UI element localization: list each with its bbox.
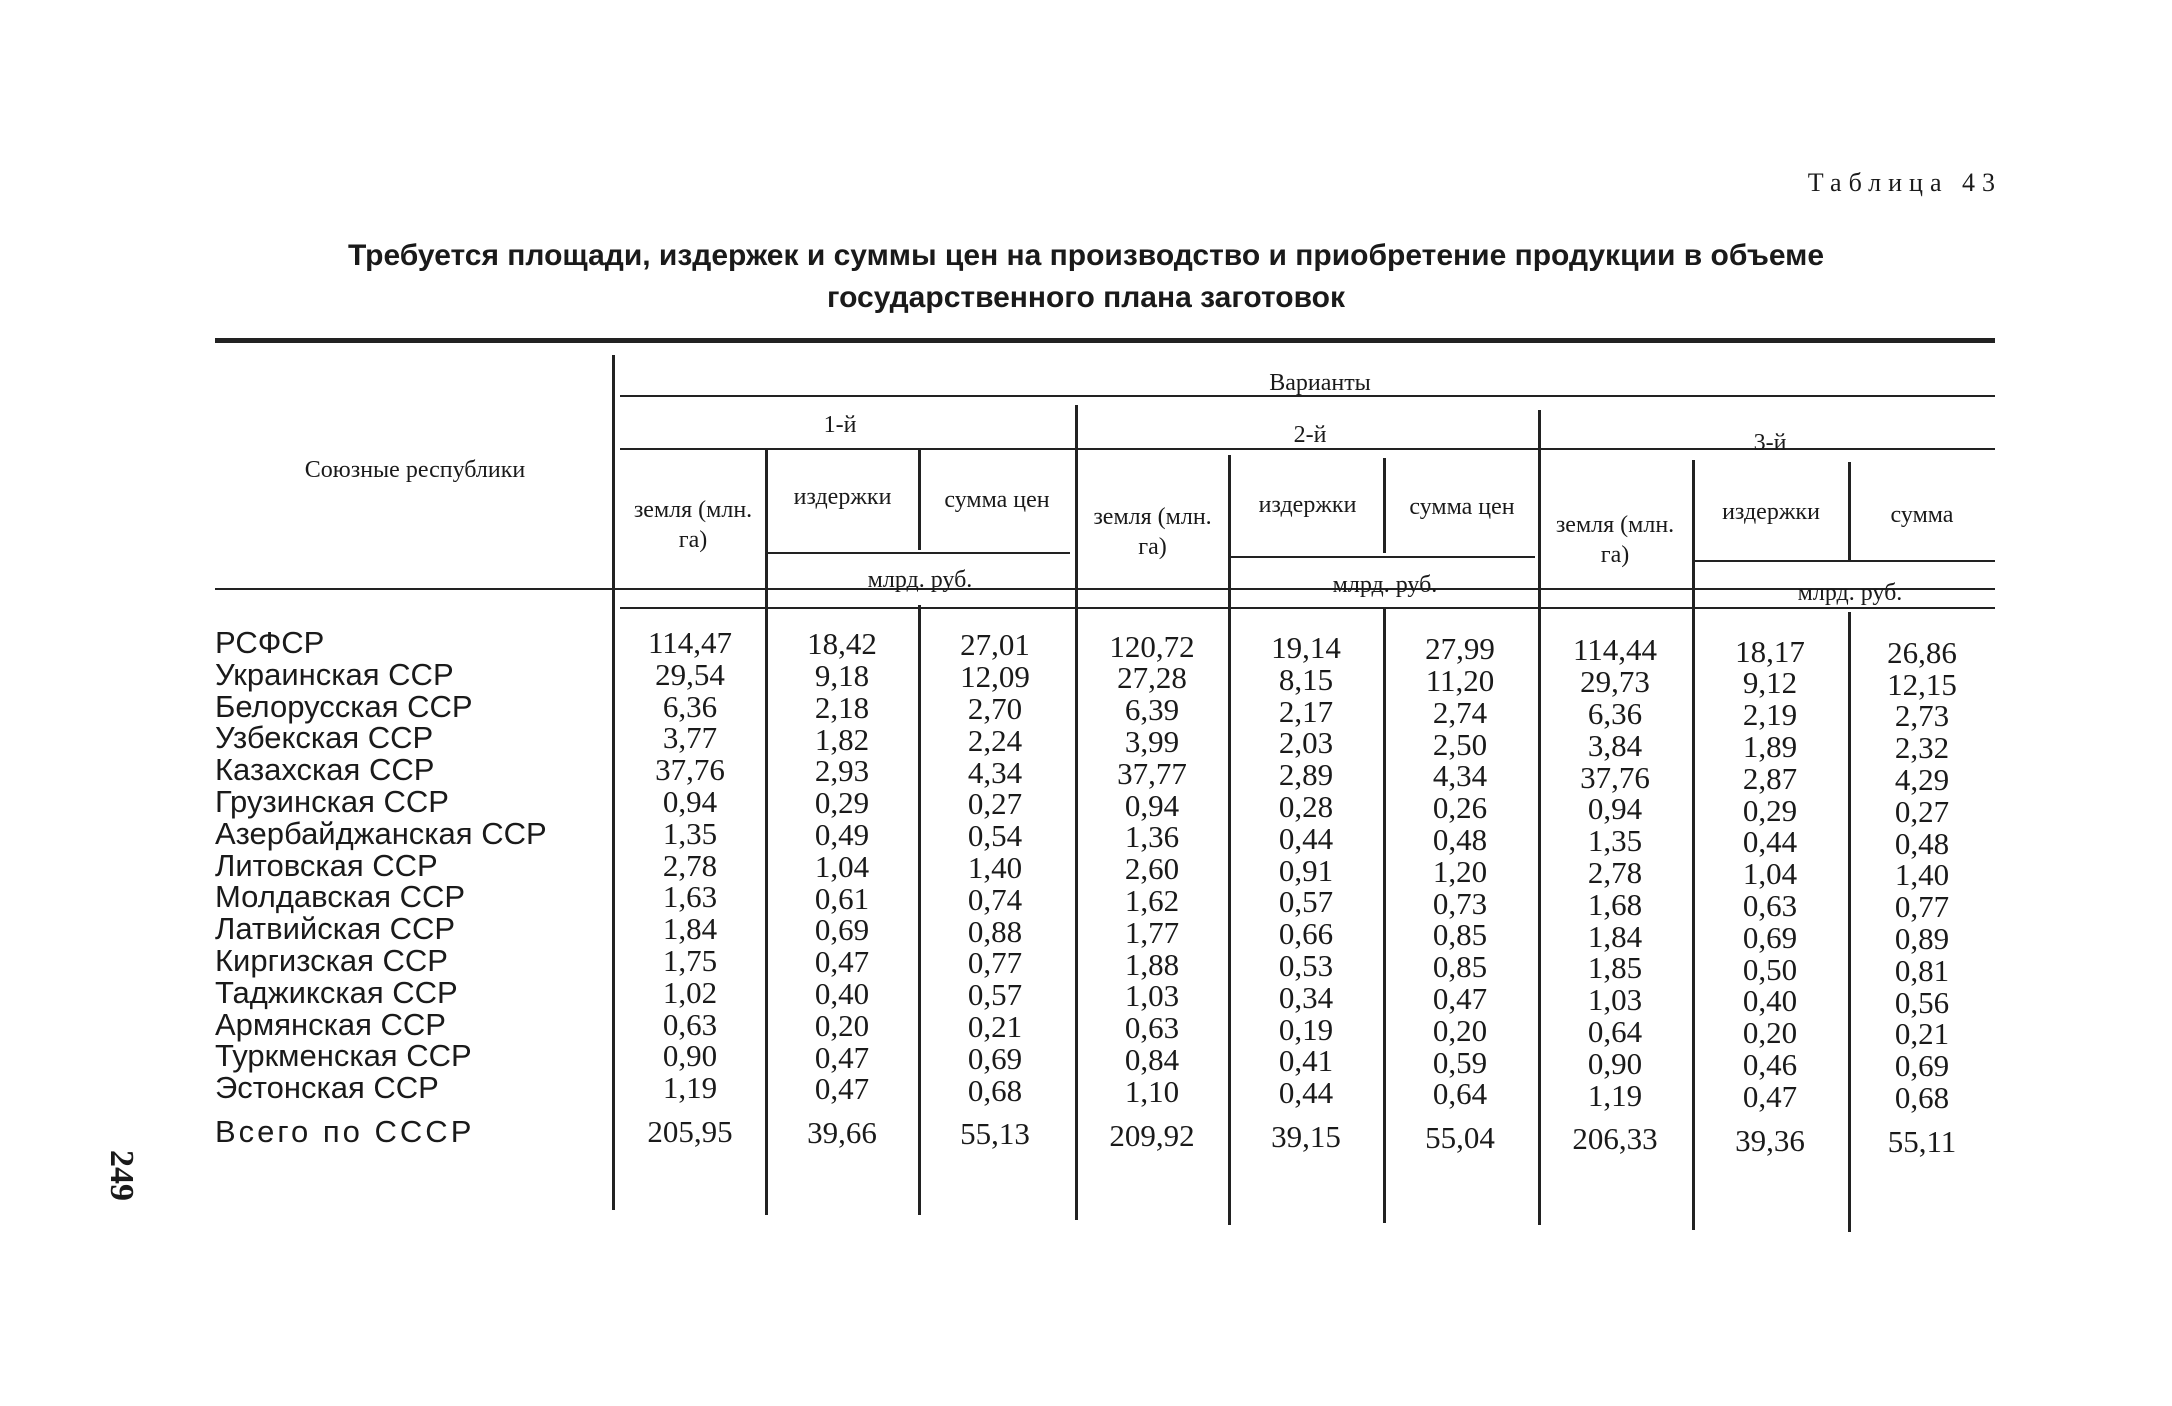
table-cell: 1,77 xyxy=(1124,914,1180,950)
table-cell: 1,88 xyxy=(1124,946,1180,982)
table-cell: 6,36 xyxy=(1587,696,1643,731)
table-cell: 0,47 xyxy=(814,1071,870,1107)
col-divider-6 xyxy=(1383,458,1386,553)
table-cell: 0,69 xyxy=(814,912,870,948)
table-cell: 0,20 xyxy=(1742,1015,1798,1051)
table-cell: 0,19 xyxy=(1278,1011,1334,1047)
header-land-1: земля (млн. га) xyxy=(633,497,753,553)
header-variants: Варианты xyxy=(1269,370,1371,396)
table-cell: 0,47 xyxy=(814,944,870,980)
table-cell: 1,40 xyxy=(1894,857,1950,893)
table-cell: 2,18 xyxy=(814,689,870,725)
republic-name: Таджикская ССР xyxy=(215,974,458,1010)
total-cell: 39,66 xyxy=(807,1115,877,1151)
table-label: Таблица 43 xyxy=(1807,168,2002,197)
table-cell: 0,20 xyxy=(814,1007,870,1043)
table-cell: 0,44 xyxy=(1278,820,1334,856)
header-variant-2: 2-й xyxy=(1293,422,1327,448)
table-cell: 1,04 xyxy=(1742,856,1798,892)
header-costs-3: издержки xyxy=(1722,499,1820,525)
table-cell: 0,88 xyxy=(967,913,1023,949)
header-costs-1: издержки xyxy=(793,484,892,510)
table-cell: 120,72 xyxy=(1109,628,1195,664)
header-land-2: земля (млн. га) xyxy=(1093,504,1212,560)
table-cell: 0,49 xyxy=(814,817,870,853)
table-cell: 19,14 xyxy=(1271,629,1341,665)
table-cell: 0,69 xyxy=(1742,919,1798,955)
table-cell: 18,17 xyxy=(1735,633,1805,669)
table-cell: 0,63 xyxy=(662,1006,718,1042)
table-cell: 0,77 xyxy=(1894,889,1950,925)
table-cell: 0,64 xyxy=(1432,1076,1488,1112)
table-cell: 1,82 xyxy=(814,721,870,757)
table-cell: 2,70 xyxy=(967,691,1023,727)
title-line-1: Требуется площади, издержек и суммы цен на производство и приобретение продукции в объеме xyxy=(347,239,1825,272)
table-cell: 37,76 xyxy=(1580,759,1650,795)
table-cell: 2,60 xyxy=(1124,851,1180,887)
table-cell: 0,21 xyxy=(1894,1016,1950,1052)
table-top-rule xyxy=(215,338,1995,343)
table-cell: 0,94 xyxy=(662,784,718,819)
table-cell: 0,91 xyxy=(1278,852,1334,888)
table-cell: 1,85 xyxy=(1587,950,1643,986)
table-cell: 9,18 xyxy=(814,658,870,694)
table-cell: 2,87 xyxy=(1742,760,1798,796)
table-cell: 37,77 xyxy=(1117,755,1187,791)
table-cell: 1,03 xyxy=(1587,982,1643,1018)
republic-name: РСФСР xyxy=(215,625,325,660)
table-cell: 2,24 xyxy=(967,722,1023,758)
table-cell: 0,48 xyxy=(1432,821,1488,857)
table-cell: 1,36 xyxy=(1124,819,1180,855)
header-variant-1: 1-й xyxy=(823,412,857,438)
table-cell: 0,73 xyxy=(1432,885,1488,921)
total-cell: 39,15 xyxy=(1271,1118,1341,1154)
table-cell: 0,40 xyxy=(814,976,870,1012)
table-cell: 0,27 xyxy=(1894,793,1950,829)
total-label: Всего по СССР xyxy=(215,1114,475,1149)
table-cell: 0,47 xyxy=(1742,1078,1798,1114)
table-cell: 12,09 xyxy=(960,659,1030,695)
total-cell: 209,92 xyxy=(1109,1117,1195,1153)
table-cell: 2,32 xyxy=(1894,730,1950,766)
header-unit-1: млрд. руб. xyxy=(867,567,973,593)
table-cell: 0,27 xyxy=(967,786,1023,822)
table-cell: 2,78 xyxy=(1587,855,1643,890)
table-cell: 2,78 xyxy=(662,847,718,883)
republic-name: Киргизская ССР xyxy=(215,943,448,978)
header-sum-3: сумма xyxy=(1890,502,1954,528)
table-cell: 0,84 xyxy=(1124,1042,1180,1078)
table-cell: 1,75 xyxy=(662,943,718,978)
table-cell: 2,03 xyxy=(1278,725,1334,761)
table-cell: 0,59 xyxy=(1432,1044,1488,1080)
table-cell: 8,15 xyxy=(1278,661,1334,697)
header-sum-1: сумма цен xyxy=(944,487,1050,513)
table-cell: 0,48 xyxy=(1894,825,1950,861)
table-cell: 2,74 xyxy=(1432,694,1488,730)
table-cell: 26,86 xyxy=(1887,634,1957,670)
header-republics: Союзные республики xyxy=(304,457,526,483)
republic-name: Грузинская ССР xyxy=(215,784,449,819)
table-cell: 0,69 xyxy=(1894,1048,1950,1084)
total-cell: 55,11 xyxy=(1887,1123,1957,1159)
table-cell: 0,66 xyxy=(1278,916,1334,952)
table-cell: 0,90 xyxy=(1587,1045,1643,1081)
page-number: 249 xyxy=(103,1150,140,1201)
total-cell: 206,33 xyxy=(1572,1121,1658,1157)
table-cell: 1,35 xyxy=(1587,823,1643,859)
table-cell: 4,34 xyxy=(1432,758,1488,794)
table-cell: 0,94 xyxy=(1124,787,1180,823)
table-cell: 27,01 xyxy=(960,627,1030,663)
table-cell: 0,29 xyxy=(814,785,870,821)
table-cell: 0,53 xyxy=(1278,947,1334,983)
table-cell: 2,19 xyxy=(1742,697,1798,733)
table-cell: 0,63 xyxy=(1742,888,1798,924)
table-cell: 0,40 xyxy=(1742,983,1798,1019)
table-cell: 4,34 xyxy=(967,754,1023,790)
table-cell: 4,29 xyxy=(1894,762,1950,798)
table-cell: 27,99 xyxy=(1425,631,1495,667)
table-cell: 0,46 xyxy=(1742,1047,1798,1083)
table-cell: 0,63 xyxy=(1124,1010,1180,1046)
table-cell: 3,84 xyxy=(1587,727,1643,763)
table-cell: 1,19 xyxy=(662,1070,718,1106)
table-cell: 2,93 xyxy=(814,753,870,789)
table-cell: 0,26 xyxy=(1432,790,1488,826)
table-cell: 1,84 xyxy=(662,911,718,947)
table-cell: 0,54 xyxy=(967,818,1023,854)
header-unit-3: млрд. руб. xyxy=(1797,580,1903,606)
table-cell: 29,73 xyxy=(1580,664,1650,700)
table-cell: 0,47 xyxy=(814,1039,870,1075)
table-cell: 18,42 xyxy=(807,626,877,662)
table-cell: 2,17 xyxy=(1278,693,1334,729)
table-cell: 27,28 xyxy=(1117,660,1187,696)
table-cell: 0,61 xyxy=(814,880,870,916)
table-cell: 1,10 xyxy=(1124,1073,1180,1109)
units-rule-3 xyxy=(1695,560,1995,562)
republic-name: Белорусская ССР xyxy=(215,688,473,724)
republic-name: Литовская ССР xyxy=(215,847,438,883)
col-divider-3 xyxy=(918,450,921,550)
table-cell: 3,77 xyxy=(662,720,718,756)
table-cell: 0,57 xyxy=(1278,884,1334,920)
table-cell: 0,20 xyxy=(1432,1012,1488,1048)
table-cell: 0,57 xyxy=(967,977,1023,1013)
republic-name: Эстонская ССР xyxy=(215,1070,439,1106)
table-cell: 0,34 xyxy=(1278,979,1334,1015)
table-cell: 6,39 xyxy=(1124,692,1180,728)
table-cell: 0,74 xyxy=(967,881,1023,917)
table-cell: 1,62 xyxy=(1124,883,1180,919)
table-cell: 2,89 xyxy=(1278,757,1334,793)
header-unit-2: млрд. руб. xyxy=(1332,572,1438,598)
table-cell: 1,03 xyxy=(1124,978,1180,1014)
table-cell: 0,68 xyxy=(967,1072,1023,1108)
table-cell: 114,44 xyxy=(1572,632,1658,668)
total-cell: 55,04 xyxy=(1425,1120,1495,1156)
table-cell: 0,81 xyxy=(1894,952,1950,988)
title-line-2: государственного плана заготовок xyxy=(826,281,1346,314)
table-cell: 3,99 xyxy=(1124,724,1180,760)
table-cell: 6,36 xyxy=(662,688,718,724)
table-cell: 2,50 xyxy=(1432,726,1488,762)
table-cell: 37,76 xyxy=(655,752,725,788)
table-cell: 1,63 xyxy=(662,879,718,915)
total-cell: 205,95 xyxy=(647,1114,733,1149)
total-cell: 39,36 xyxy=(1735,1122,1805,1158)
republic-name: Молдавская ССР xyxy=(215,879,466,915)
table-cell: 29,54 xyxy=(655,656,725,692)
table-cell: 1,84 xyxy=(1587,918,1643,954)
republic-name: Латвийская ССР xyxy=(215,911,456,947)
table-cell: 0,56 xyxy=(1894,984,1950,1020)
table-cell: 1,19 xyxy=(1587,1077,1643,1113)
table-cell: 12,15 xyxy=(1887,666,1957,702)
table-cell: 0,68 xyxy=(1894,1080,1950,1116)
republic-name: Армянская ССР xyxy=(215,1006,446,1042)
table-cell: 0,44 xyxy=(1742,824,1798,860)
table-cell: 1,40 xyxy=(967,850,1023,886)
republic-name: Туркменская ССР xyxy=(215,1038,472,1074)
table-cell: 0,21 xyxy=(967,1009,1023,1045)
table-cell: 0,69 xyxy=(967,1040,1023,1076)
units-rule-2 xyxy=(1230,556,1535,558)
header-costs-2: издержки xyxy=(1258,492,1357,518)
table-cell: 0,90 xyxy=(662,1038,718,1074)
table-cell: 0,85 xyxy=(1432,949,1488,985)
table-cell: 9,12 xyxy=(1742,665,1798,701)
table-cell: 1,20 xyxy=(1432,853,1488,889)
table-cell: 1,02 xyxy=(662,974,718,1010)
header-variant-3: 3-й xyxy=(1753,430,1787,456)
republic-name: Узбекская ССР xyxy=(215,720,434,756)
table-cell: 1,68 xyxy=(1587,886,1643,922)
table-cell: 0,89 xyxy=(1894,921,1950,957)
total-cell: 55,13 xyxy=(960,1116,1030,1152)
republic-name: Азербайджанская ССР xyxy=(215,815,547,851)
col-divider-9 xyxy=(1848,462,1851,560)
table-cell: 0,41 xyxy=(1278,1043,1334,1079)
table-cell: 1,04 xyxy=(814,848,870,884)
table-cell: 0,94 xyxy=(1587,791,1643,827)
table-cell: 0,77 xyxy=(967,945,1023,981)
table-cell: 1,89 xyxy=(1742,729,1798,765)
table-cell: 0,64 xyxy=(1587,1014,1643,1049)
table-cell: 0,50 xyxy=(1742,951,1798,987)
units-rule-1 xyxy=(765,552,1070,554)
table-cell: 2,73 xyxy=(1894,698,1950,734)
table-cell: 0,44 xyxy=(1278,1075,1334,1111)
table-cell: 114,47 xyxy=(647,625,733,660)
header-land-3: земля (млн. га) xyxy=(1555,512,1675,568)
republic-name: Украинская ССР xyxy=(215,656,454,692)
table-cell: 0,85 xyxy=(1432,917,1488,953)
header-sum-2: сумма цен xyxy=(1409,494,1515,520)
table-cell: 0,29 xyxy=(1742,792,1798,828)
table-cell: 0,28 xyxy=(1278,788,1334,824)
table-cell: 0,47 xyxy=(1432,980,1488,1016)
table-cell: 11,20 xyxy=(1425,662,1495,698)
table-cell: 1,35 xyxy=(662,815,718,851)
republic-name: Казахская ССР xyxy=(215,752,435,788)
